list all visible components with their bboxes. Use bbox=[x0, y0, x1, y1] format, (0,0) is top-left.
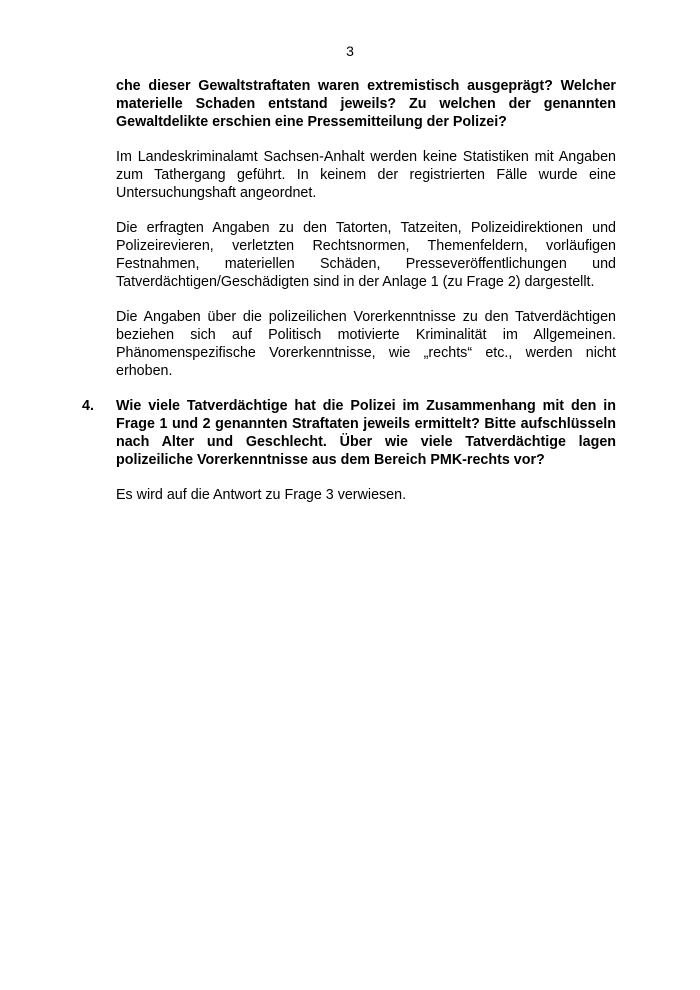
answer-3-paragraph-1: Im Landeskriminalamt Sachsen-Anhalt werden keine Statistiken mit Angaben zum Tathergang geführt. In keinem der registrierten Fälle wurde eine Untersuchungshaft angeordnet. bbox=[116, 149, 616, 201]
question-4-text: Wie viele Tatverdächtige hat die Polizei im Zusammenhang mit den in Frage 1 und 2 genannten Straftaten jeweils ermittelt? Bitte aufschlüsseln nach Alter und Geschlecht. Über wie viele Tatverdächtige lagen polizeiliche Vorerkenntnisse aus dem Bereich PMK-rechts vor? bbox=[116, 398, 616, 468]
answer-3-paragraph-3: Die Angaben über die polizeilichen Vorerkenntnisse zu den Tatverdächtigen beziehen sich auf Politisch motivierte Kriminalität im Allgemeinen. Phänomenspezifische Vorerkenntnisse, wie „rechts“ etc., werden nicht erhoben. bbox=[116, 309, 616, 379]
question-4-number: 4. bbox=[82, 398, 94, 414]
document-body bbox=[82, 77, 616, 521]
question-4 bbox=[82, 397, 616, 469]
answer-3-paragraph-2: Die erfragten Angaben zu den Tatorten, Tatzeiten, Polizeidirektionen und Polizeirevieren, verletzten Rechtsnormen, Themenfeldern, vorläufigen Festnahmen, materiellen Schäden, Presseveröffentlichungen und Tatverdächtigen/Geschädigten sind in der Anlage 1 (zu Frage 2) dargestellt. bbox=[116, 220, 616, 290]
answer-4-paragraph-1: Es wird auf die Antwort zu Frage 3 verwiesen. bbox=[116, 487, 407, 503]
page-number: 3 bbox=[346, 43, 354, 59]
question-3-continuation: che dieser Gewaltstraftaten waren extremistisch ausgeprägt? Welcher materielle Schaden entstand jeweils? Zu welchen der genannten Gewaltdelikte erschien eine Pressemitteilung der Polizei? bbox=[116, 78, 616, 130]
